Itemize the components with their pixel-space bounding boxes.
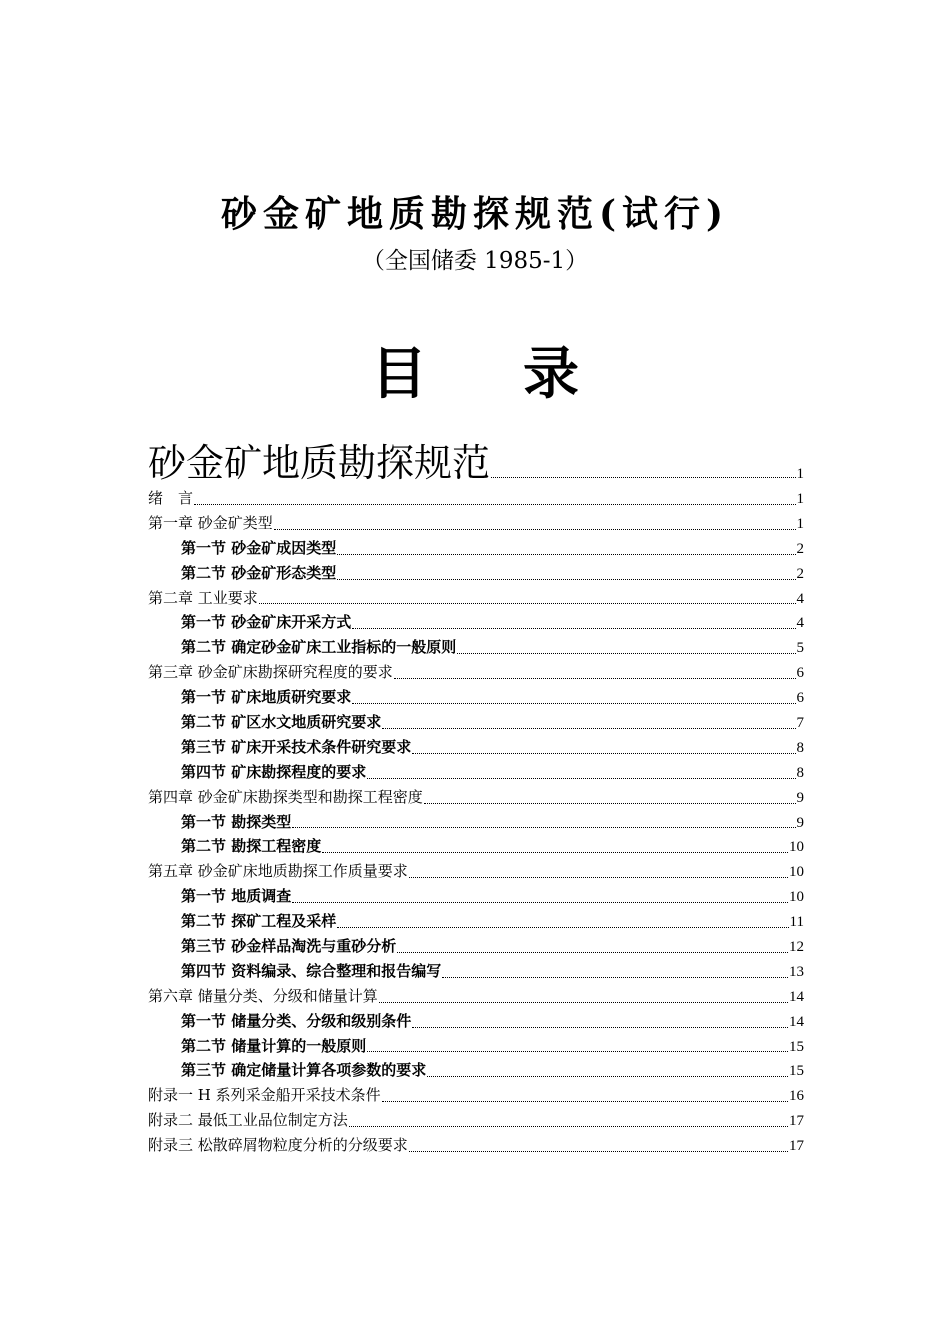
toc-page-number: 8 (796, 739, 804, 756)
toc-dot-leader (274, 528, 796, 530)
toc-entry-label: 绪 言 (148, 489, 194, 507)
toc-entry-label: 第六章 储量分类、分级和储量计算 (148, 986, 378, 1005)
toc-page-number: 9 (796, 789, 804, 806)
toc-entry[interactable] (148, 735, 804, 760)
toc-heading-char: 目 (371, 341, 427, 407)
toc-entry-label: 第一节 矿床地质研究要求 (181, 688, 352, 707)
toc-dot-leader (352, 702, 795, 704)
toc-entry-label: 第一章 砂金矿类型 (148, 513, 273, 532)
toc-page-number: 15 (789, 1063, 804, 1080)
toc-entry[interactable] (148, 561, 804, 586)
toc-dot-leader (382, 1100, 788, 1102)
toc-entry-label: 第四节 资料编录、综合整理和报告编写 (181, 961, 442, 980)
toc-dot-leader (259, 602, 796, 604)
toc-entry[interactable] (148, 834, 804, 859)
toc-page-number: 1 (796, 466, 804, 482)
toc-page-number: 14 (789, 1013, 804, 1030)
toc-entry-label: 第三节 矿床开采技术条件研究要求 (181, 737, 412, 756)
toc-entry-label: 第二节 探矿工程及采样 (181, 912, 337, 931)
toc-entry[interactable] (148, 859, 804, 884)
toc-dot-leader (409, 1150, 788, 1152)
toc-entry-label: 第四节 矿床勘探程度的要求 (181, 762, 367, 781)
toc-dot-leader (427, 1075, 788, 1077)
toc-page-number: 1 (796, 491, 804, 507)
toc-entry-label: 第二节 储量计算的一般原则 (181, 1036, 367, 1055)
toc-dot-leader (412, 1026, 788, 1028)
document-title: 砂金矿地质勘探规范(试行) (220, 193, 730, 235)
toc-entry-label: 第五章 砂金矿床地质勘探工作质量要求 (148, 862, 408, 881)
toc-entry-label: 第一节 勘探类型 (181, 812, 292, 831)
toc-dot-leader (337, 578, 795, 580)
toc-page-number: 9 (796, 814, 804, 831)
toc-entry[interactable] (148, 785, 804, 810)
toc-page-number: 15 (789, 1038, 804, 1055)
toc-dot-leader (409, 876, 788, 878)
toc-entry-label: 第四章 砂金矿床勘探类型和勘探工程密度 (148, 787, 423, 806)
toc-dot-leader (412, 752, 795, 754)
toc-dot-leader (367, 1050, 788, 1052)
toc-entry[interactable] (148, 1133, 804, 1158)
toc-entry-label: 附录一 H 系列采金船开采技术条件 (148, 1086, 381, 1105)
toc-dot-leader (352, 627, 795, 629)
toc-entry-label: 第二节 勘探工程密度 (181, 837, 322, 856)
toc-page-number: 16 (789, 1088, 804, 1105)
toc-dot-leader (367, 777, 795, 779)
toc-entry[interactable] (148, 660, 804, 685)
toc-entry[interactable] (148, 685, 804, 710)
toc-entry-label: 第一节 砂金矿床开采方式 (181, 613, 352, 632)
toc-entry-label: 砂金矿地质勘探规范 (148, 441, 491, 485)
toc-page-number: 7 (796, 715, 804, 732)
toc-entry[interactable] (148, 1034, 804, 1059)
toc-entry[interactable] (148, 486, 804, 511)
toc-dot-leader (491, 476, 795, 478)
toc-entry[interactable] (148, 436, 804, 486)
toc-dot-leader (442, 976, 788, 978)
toc-heading-char: 录 (523, 341, 579, 407)
toc-entry[interactable] (148, 586, 804, 611)
toc-entry-label: 第三章 砂金矿床勘探研究程度的要求 (148, 663, 393, 682)
toc-entry-label: 第二节 矿区水文地质研究要求 (181, 713, 382, 732)
toc-page-number: 10 (789, 889, 804, 906)
toc-entry[interactable] (148, 984, 804, 1009)
toc-entry[interactable] (148, 1058, 804, 1083)
toc-page-number: 2 (796, 565, 804, 582)
toc-entry-label: 第二节 确定砂金矿床工业指标的一般原则 (181, 638, 457, 657)
toc-dot-leader (424, 802, 796, 804)
toc-page-number: 17 (789, 1138, 804, 1155)
toc-dot-leader (457, 652, 795, 654)
toc-entry-label: 第三节 砂金样品淘洗与重砂分析 (181, 937, 397, 956)
toc-page-number: 10 (789, 839, 804, 856)
toc-dot-leader (379, 1001, 788, 1003)
toc-page-number: 2 (796, 540, 804, 557)
toc-dot-leader (349, 1125, 788, 1127)
toc-entry-label: 第一节 砂金矿成因类型 (181, 538, 337, 557)
toc-entry[interactable] (148, 1108, 804, 1133)
table-of-contents (148, 436, 804, 1158)
toc-entry[interactable] (148, 959, 804, 984)
toc-entry-label: 第三节 确定储量计算各项参数的要求 (181, 1061, 427, 1080)
toc-dot-leader (292, 826, 795, 828)
toc-dot-leader (394, 677, 796, 679)
document-subtitle: （全国储委 1985-1） (361, 248, 589, 274)
toc-page-number: 1 (796, 515, 804, 532)
toc-entry[interactable] (148, 1009, 804, 1034)
toc-page-number: 6 (796, 665, 804, 682)
toc-page-number: 17 (789, 1113, 804, 1130)
toc-entry[interactable] (148, 934, 804, 959)
toc-entry[interactable] (148, 610, 804, 635)
toc-entry-label: 附录二 最低工业品位制定方法 (148, 1111, 348, 1130)
toc-entry[interactable] (148, 635, 804, 660)
toc-entry[interactable] (148, 536, 804, 561)
toc-entry[interactable] (148, 760, 804, 785)
toc-entry[interactable] (148, 1083, 804, 1108)
toc-page-number: 10 (789, 864, 804, 881)
toc-entry-label: 第一节 储量分类、分级和级别条件 (181, 1011, 412, 1030)
toc-dot-leader (322, 851, 788, 853)
toc-entry[interactable] (148, 710, 804, 735)
toc-page-number: 12 (789, 939, 804, 956)
toc-dot-leader (194, 503, 795, 505)
toc-entry-label: 第一节 地质调查 (181, 887, 292, 906)
toc-heading (0, 336, 950, 412)
toc-dot-leader (292, 901, 788, 903)
toc-dot-leader (337, 553, 795, 555)
toc-dot-leader (397, 951, 788, 953)
toc-page-number: 8 (796, 764, 804, 781)
toc-entry[interactable] (148, 909, 804, 934)
toc-dot-leader (337, 926, 788, 928)
toc-entry[interactable] (148, 810, 804, 835)
toc-entry[interactable] (148, 884, 804, 909)
toc-entry-label: 第二节 砂金矿形态类型 (181, 563, 337, 582)
toc-entry[interactable] (148, 511, 804, 536)
toc-dot-leader (382, 727, 795, 729)
toc-page-number: 11 (789, 914, 804, 931)
toc-page-number: 14 (789, 988, 804, 1005)
toc-page-number: 4 (796, 590, 804, 607)
toc-entry-label: 第二章 工业要求 (148, 588, 258, 607)
toc-page-number: 5 (796, 640, 804, 657)
toc-entry-label: 附录三 松散碎屑物粒度分析的分级要求 (148, 1136, 408, 1155)
toc-page-number: 4 (796, 615, 804, 632)
toc-page-number: 13 (789, 963, 804, 980)
toc-page-number: 6 (796, 690, 804, 707)
